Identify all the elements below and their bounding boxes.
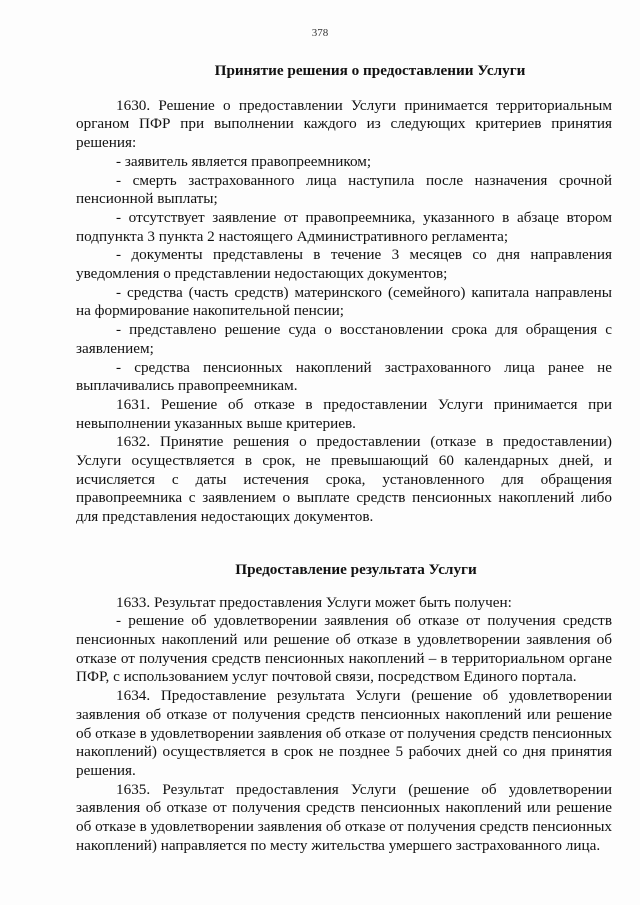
criteria-item: - представлено решение суда о восстановлении срока для обращения с заявлением; [76,321,612,357]
paragraph-1630: 1630. Решение о предоставлении Услуги принимается территориальным органом ПФР при выполнении каждого из следующих критериев принятия решения: [76,96,612,152]
paragraph-1632: 1632. Принятие решения о предоставлении (отказе в предоставлении) Услуги осуществляется в срок, не превышающий 60 календарных дней, и исчисляется с даты истечения срока, установленного для обращения правопреемника с заявлением о выплате средств пенсионных накоплений либо для представления недостающих документов. [76,433,612,526]
criteria-item: - заявитель является правопреемником; [116,152,372,170]
paragraph-1631: 1631. Решение об отказе в предоставлении Услуги принимается при невыполнении указанных выше критериев. [76,395,612,432]
section-title-decision: Принятие решения о предоставлении Услуги [214,62,526,79]
criteria-item: - отсутствует заявление от правопреемника, указанного в абзаце втором подпункта 3 пункта 2 настоящего Административного регламента; [76,208,612,245]
page-number: 378 [311,27,329,39]
document-body [76,62,612,855]
criteria-item: - документы представлены в течение 3 месяцев со дня направления уведомления о представлении недостающих документов; [76,246,612,283]
criteria-item: - средства пенсионных накоплений застрахованного лица ранее не выплачивались правопреемникам. [76,358,612,395]
paragraph-1635: 1635. Результат предоставления Услуги (решение об удовлетворении заявления об отказе от получения средств пенсионных накоплений или решение об отказе в удовлетворении заявления об отказе от получения средств пенсионных накоплений) направляется по месту жительства умершего застрахованного лица. [76,780,612,854]
result-item: - решение об удовлетворении заявления об отказе от получения средств пенсионных накоплений или решение об отказе в удовлетворении заявления об отказе от получения средств пенсионных накоплений – в территориальном органе ПФР, с использованием услуг почтовой связи, посредством Единого портала. [76,612,612,686]
section-title-result: Предоставление результата Услуги [235,560,477,578]
paragraph-1633: 1633. Результат предоставления Услуги может быть получен: [116,593,512,611]
paragraph-1634: 1634. Предоставление результата Услуги (решение об удовлетворении заявления об отказе от получения средств пенсионных накоплений или решение об отказе в удовлетворении заявления об отказе от получения средств пенсионных накоплений) осуществляется в срок не позднее 5 рабочих дней со дня принятия решения. [76,687,612,779]
criteria-item: - смерть застрахованного лица наступила после назначения срочной пенсионной выплаты; [76,171,612,208]
criteria-item: - средства (часть средств) материнского (семейного) капитала направлены на формирование накопительной пенсии; [76,283,612,320]
